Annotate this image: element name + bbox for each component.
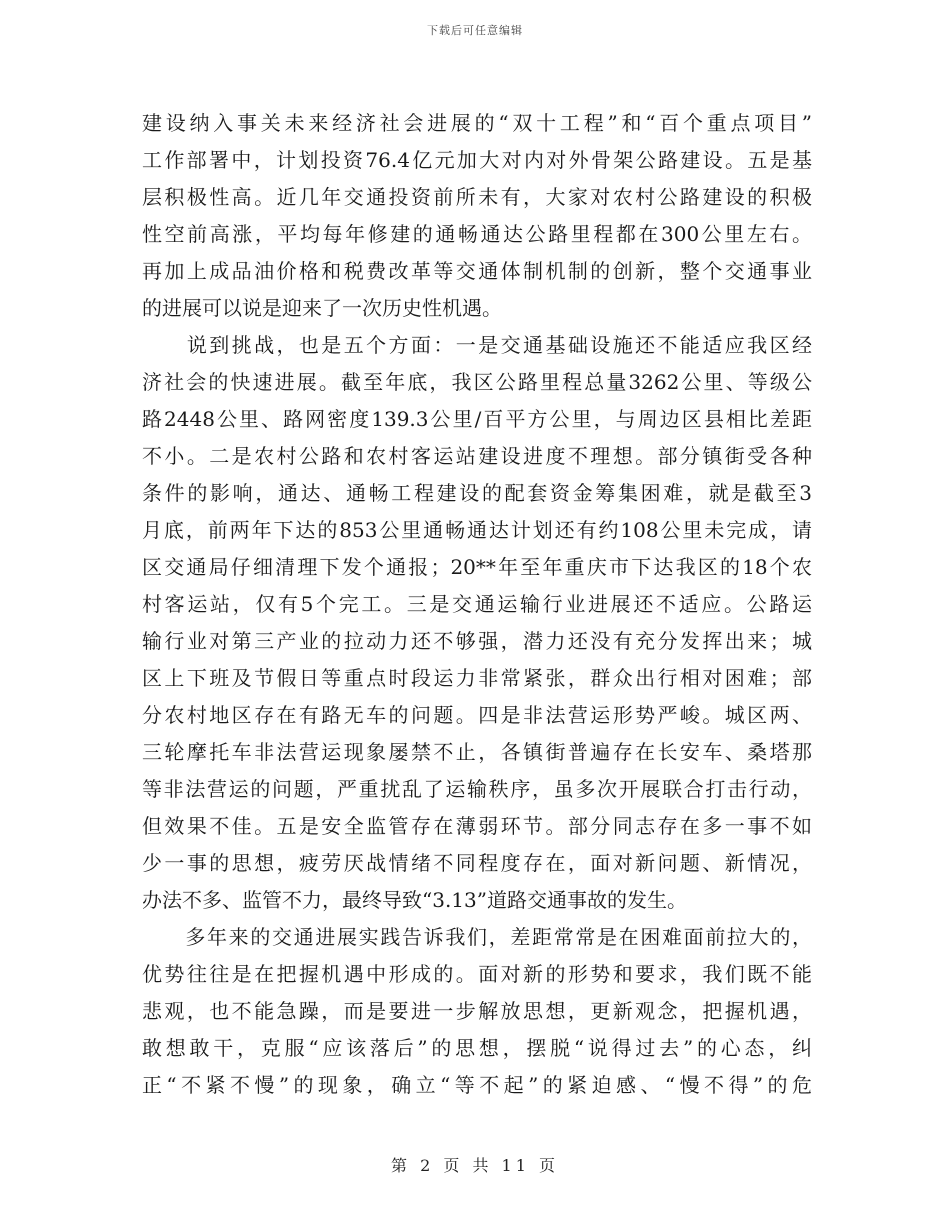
document-body	[142, 105, 812, 1104]
text-line: 办法不多、监管不力，最终导致“3.13”道路交通事故的发生。	[142, 888, 687, 912]
text-line: 三轮摩托车非法营运现象屡禁不止，各镇街普遍存在长安车、桑塔那	[142, 740, 812, 764]
text-line: 月底，前两年下达的853公里通畅通达计划还有约108公里未完成，请	[142, 518, 812, 542]
text-line: 条件的影响，通达、通畅工程建设的配套资金筹集困难，就是截至3	[142, 481, 812, 505]
text-line: 输行业对第三产业的拉动力还不够强，潜力还没有充分发挥出来；城	[142, 629, 812, 653]
text-line: 村客运站，仅有5个完工。三是交通运输行业进展还不适应。公路运	[142, 592, 812, 616]
text-line: 悲观，也不能急躁，而是要进一步解放思想，更新观念，把握机遇，	[142, 999, 812, 1023]
text-line: 多年来的交通进展实践告诉我们，差距常常是在困难面前拉大的，	[142, 925, 812, 949]
text-line: 区交通局仔细清理下发个通报；20**年至年重庆市下达我区的18个农	[142, 555, 812, 579]
text-line: 层积极性高。近几年交通投资前所未有，大家对农村公路建设的积极	[142, 185, 812, 209]
text-line: 工作部署中，计划投资76.4亿元加大对内对外骨架公路建设。五是基	[142, 148, 812, 172]
text-line: 说到挑战，也是五个方面：一是交通基础设施还不能适应我区经	[142, 333, 812, 357]
text-line: 区上下班及节假日等重点时段运力非常紧张，群众出行相对困难；部	[142, 666, 812, 690]
paragraph	[142, 105, 812, 327]
text-line: 性空前高涨，平均每年修建的通畅通达公路里程都在300公里左右。	[142, 222, 812, 246]
text-line: 济社会的快速进展。截至年底，我区公路里程总量3262公里、等级公	[142, 370, 812, 394]
text-line: 优势往往是在把握机遇中形成的。面对新的形势和要求，我们既不能	[142, 962, 812, 986]
page-header: 下载后可任意编辑	[427, 24, 523, 37]
text-line: 再加上成品油价格和税费改革等交通体制机制的创新，整个交通事业	[142, 259, 812, 283]
text-line: 路2448公里、路网密度139.3公里/百平方公里，与周边区县相比差距	[142, 407, 812, 431]
text-line: 等非法营运的问题，严重扰乱了运输秩序，虽多次开展联合打击行动，	[142, 777, 812, 801]
text-line: 正“不紧不慢”的现象，确立“等不起”的紧迫感、“慢不得”的危	[142, 1073, 812, 1097]
text-line: 敢想敢干，克服“应该落后”的思想，摆脱“说得过去”的心态，纠	[142, 1036, 812, 1060]
page-footer: 第 2 页 共 11 页	[391, 1156, 559, 1175]
text-line: 的进展可以说是迎来了一次历史性机遇。	[142, 296, 502, 320]
text-line: 但效果不佳。五是安全监管存在薄弱环节。部分同志存在多一事不如	[142, 814, 812, 838]
paragraph	[142, 919, 812, 1104]
paragraph	[142, 327, 812, 919]
text-line: 少一事的思想，疲劳厌战情绪不同程度存在，面对新问题、新情况，	[142, 851, 812, 875]
text-line: 建设纳入事关未来经济社会进展的“双十工程”和“百个重点项目”	[142, 111, 812, 135]
text-line: 分农村地区存在有路无车的问题。四是非法营运形势严峻。城区两、	[142, 703, 812, 727]
text-line: 不小。二是农村公路和农村客运站建设进度不理想。部分镇街受各种	[142, 444, 812, 468]
